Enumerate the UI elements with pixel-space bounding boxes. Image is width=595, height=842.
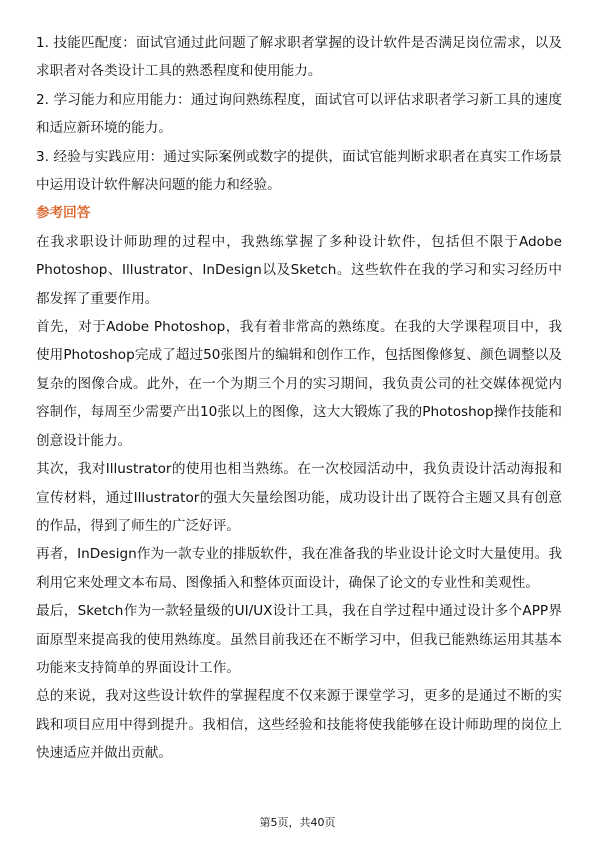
answer-photoshop: 首先，对于Adobe Photoshop，我有着非常高的熟练度。在我的大学课程项目中，我使用Photoshop完成了超过50张图片的编辑和创作工作，包括图像修复、颜色调整以及复杂的图像合成。此外，在一个为期三个月的实习期间，我负责公司的社交媒体视觉内容制作，每周至少需要产出10张以上的图像，这大大锻炼了我的Photoshop操作技能和创意设计能力。 (36, 319, 562, 449)
page-content (36, 29, 562, 768)
answer-illustrator: 其次，我对Illustrator的使用也相当熟练。在一次校园活动中，我负责设计活动海报和宣传材料，通过Illustrator的强大矢量绘图功能，成功设计出了既符合主题又具有创意的作品，得到了师生的广泛好评。 (36, 461, 562, 534)
page-number: 第5页，共40页 (259, 816, 336, 829)
answer-indesign: 再者，InDesign作为一款专业的排版软件，我在准备我的毕业设计论文时大量使用。我利用它来处理文本布局、图像插入和整体页面设计，确保了论文的专业性和美观性。 (36, 546, 562, 591)
answer-sketch: 最后，Sketch作为一款轻量级的UI/UX设计工具，我在自学过程中通过设计多个APP界面原型来提高我的使用熟练度。虽然目前我还在不断学习中，但我已能熟练运用其基本功能来支持简单的界面设计工作。 (36, 603, 562, 676)
answer-intro: 在我求职设计师助理的过程中，我熟练掌握了多种设计软件，包括但不限于Adobe Photoshop、Illustrator、InDesign以及Sketch。这些软件在我的学习和实习经历中都发挥了重要作用。 (36, 233, 562, 307)
answer-heading: 参考回答 (36, 205, 91, 222)
point-practical-experience: 3. 经验与实践应用：通过实际案例或数字的提供，面试官能判断求职者在真实工作场景中运用设计软件解决问题的能力和经验。 (36, 148, 562, 194)
point-skill-match: 1. 技能匹配度：面试官通过此问题了解求职者掌握的设计软件是否满足岗位需求，以及求职者对各类设计工具的熟悉程度和使用能力。 (36, 35, 562, 80)
answer-summary: 总的来说，我对这些设计软件的掌握程度不仅来源于课堂学习，更多的是通过不断的实践和项目应用中得到提升。我相信，这些经验和技能将使我能够在设计师助理的岗位上快速适应并做出贡献。 (36, 688, 562, 762)
point-learning-ability: 2. 学习能力和应用能力：通过询问熟练程度，面试官可以评估求职者学习新工具的速度和适应新环境的能力。 (36, 91, 562, 137)
